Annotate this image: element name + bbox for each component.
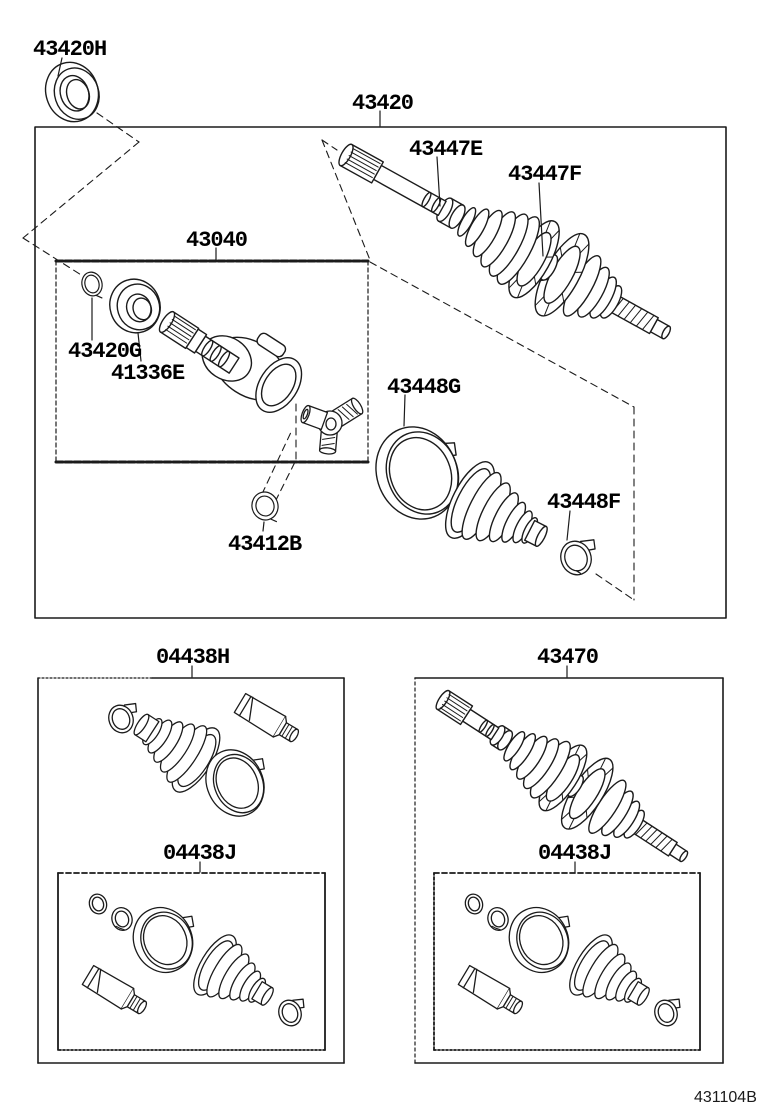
part-label-boot-clamp-small[interactable]: 43448F [547,490,621,515]
inboard-joint-shaft-drawing [151,283,314,421]
boot-clamp-small-drawing [556,534,603,579]
leader-lines [58,58,575,872]
oil-seal-drawing [38,55,106,128]
tripod-spider-drawing [299,397,365,455]
snap-ring-drawing [79,270,106,302]
part-label-joint-cover[interactable]: 43447F [508,162,582,187]
boot-kit-inner-contents-right [458,892,687,1029]
part-label-front-drive-shaft[interactable]: 43420 [352,91,414,116]
part-label-boot-clamp-large[interactable]: 43448G [387,375,461,400]
part-label-boot-kit-inner-right[interactable]: 04438J [538,841,612,866]
part-label-inboard-joint[interactable]: 43040 [186,228,248,253]
part-label-snap-ring[interactable]: 43420G [68,339,142,364]
front-drive-shaft-drawing [320,113,691,375]
drawing-number: 431104B [694,1089,757,1106]
part-label-oil-seal[interactable]: 43420H [33,37,107,62]
part-label-boot-kit-outboard[interactable]: 04438H [156,645,230,670]
boot-kit-inner-contents [82,892,311,1029]
part-label-bearing[interactable]: 41336E [111,361,185,386]
hole-snap-ring-drawing [249,489,282,527]
bearing-drawing [103,273,167,340]
part-label-boot-kit-inner-left[interactable]: 04438J [163,841,237,866]
part-label-rear-drive-shaft[interactable]: 43470 [537,645,599,670]
part-label-damper[interactable]: 43447E [409,137,483,162]
part-label-hole-snap-ring[interactable]: 43412B [228,532,302,557]
boot-kit-outboard-contents [105,691,303,825]
